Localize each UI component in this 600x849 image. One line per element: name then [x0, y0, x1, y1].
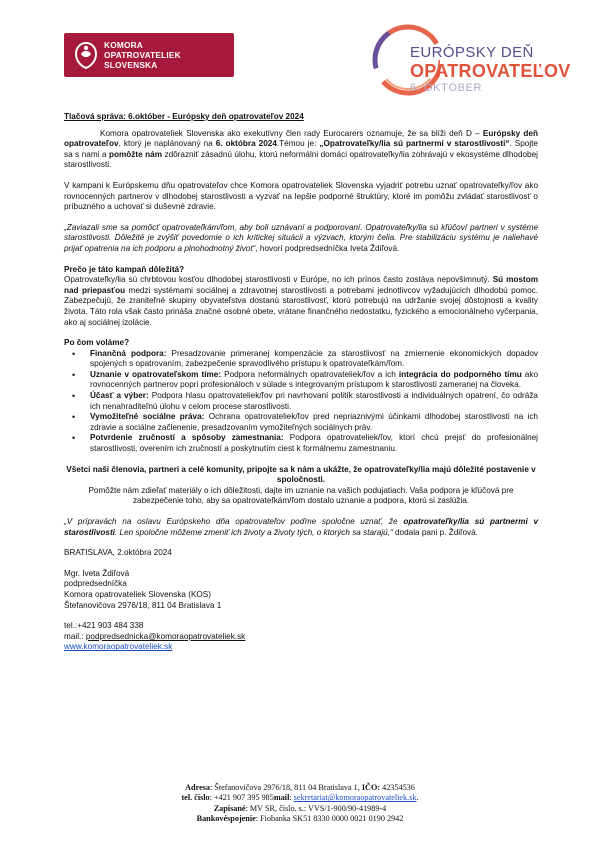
footer-label: Bankovéspojenie	[196, 814, 256, 824]
footer-contact-line: tel. číslo: +421 907 395 985mail: sekretariat@komoraopatrovateliek.sk.	[181, 793, 419, 803]
list-item-text: Podpora neformálnych opatrovateliek/ľov a ich	[221, 369, 399, 379]
footer-label: IČO:	[361, 783, 381, 792]
paragraph-quote	[64, 223, 538, 255]
paragraph-share: Pomôžte nám zdieľať materiály o ich dôležitosti, dajte im uznanie na vašich podujatiach. Vaša podpora je kľúčová pre zabezpečenie toho, aby sa opatrovateľkám/ľom dostalo uznanie a podpora, ktorú si zaslúžia.	[88, 485, 514, 506]
signature-role: podpredsedníčka	[64, 579, 127, 589]
text-run-bold: 6. októbra 2024	[215, 139, 277, 149]
quote-text-bold: opatrovateľky/lia sú partnermi v starostlivosti	[64, 517, 538, 537]
list-item-text: Ochrana opatrovateliek/ľov pred nepriaznivými účinkami dlhodobej starostlivosti na ich zdravie a sociálne začlenenie, presadzovaním vymožiteľných sociálnych práv.	[90, 412, 538, 432]
list-item-label: Účasť a výber:	[90, 391, 149, 401]
text-run: Opatrovateľky/lia sú chrbtovou kosťou dlhodobej starostlivosti v Európe, no ich prínos často zostáva nepovšimnutý.	[64, 275, 493, 285]
quote-text: . Len spoločne môžeme zmeniť ich životy a životy tých, o ktorých sa starajú,“	[114, 527, 393, 537]
footer-label: Zapísané	[213, 803, 246, 813]
section-heading-calls: Po čom voláme?	[64, 338, 130, 348]
list-item	[64, 349, 538, 370]
kos-logo	[64, 33, 234, 77]
list-item	[64, 433, 538, 454]
dateline: BRATISLAVA, 2.októbra 2024	[64, 548, 172, 558]
section-heading-why: Prečo je táto kampaň dôležitá?	[64, 264, 185, 274]
text-run-bold: pomôžte nám	[109, 149, 162, 159]
list-item-text: Podpora opatrovateliek/ľov, ktorí chcú prejsť do profesionálnej starostlivosti, overením ich zručností a poskytnutím ciest k formálnemu zamestnaniu.	[90, 433, 538, 454]
logo-line-3: 6. OKTÓBER	[410, 82, 483, 94]
footer-label: mail	[273, 793, 290, 803]
footer-label: Adresa	[185, 783, 211, 792]
paragraph-closing-quote	[64, 517, 538, 538]
signature-web-line	[64, 642, 538, 653]
signature-mail-line	[64, 632, 538, 643]
list-item	[64, 412, 538, 433]
logo-line-2: OPATROVATELIEK	[104, 50, 181, 60]
mail-label: mail.:	[64, 631, 86, 641]
list-item-label: Potvrdenie zručností a spôsoby zamestnania:	[90, 433, 284, 443]
carers-day-logo	[370, 18, 571, 102]
list-item-text: Presadzovanie primeranej kompenzácie za starostlivosť na zmiernenie ekonomických dopadov spojených s opatrovaním, zabezpečenie spravodlivého prístupu k opatrovateľkám/ľom.	[90, 348, 538, 369]
caring-hands-icon	[72, 39, 100, 71]
text-run: Komora opatrovateliek Slovenska ako exekutívny člen rady Eurocarers oznamuje, že sa blíži deň D –	[100, 128, 483, 138]
logo-line-2: OPATROVATEĽOV	[410, 61, 571, 81]
paragraph-intro	[64, 129, 538, 171]
quote-text: „V prípravách na oslavu Európskeho dňa opatrovateľov poďme spoločne uznať, že	[64, 517, 404, 526]
list-item-text: ako rovnocenných partnerov popri profesionáloch v súlade s integrovaným prístupom k starostlivosti zameranej na človeka.	[90, 369, 538, 390]
text-run: , ktorý je naplánovaný na	[118, 139, 216, 149]
document-title: Tlačová správa: 6.október - Európsky deň opatrovateľov 2024	[64, 112, 304, 121]
footer-text: : Fiobanka SK51 8330 0000 0021 0190 2942	[255, 814, 404, 824]
signature-address: Štefanovičova 2976/18, 811 04 Bratislava 1	[64, 600, 222, 610]
text-run-bold: Európsky deň opatrovateľov	[64, 128, 538, 149]
text-run: dodala pani p. Ždiľová.	[392, 527, 478, 537]
list-item-label: Vymožiteľné sociálne práva:	[90, 412, 205, 422]
paragraph-why	[64, 275, 538, 328]
text-run: , hovorí podpredsedníčka Iveta Ždiľová.	[255, 243, 400, 253]
list-item-label: Finančná podpora:	[90, 348, 167, 358]
text-run-bold: „Opatrovateľky/lia sú partnermi v starostlivosti“	[319, 139, 510, 149]
list-item-label: integrácia do podporného tímu	[398, 369, 522, 379]
signature-tel: tel.:+421 903 484 338	[64, 621, 144, 631]
footer-text: 42354536	[380, 783, 415, 792]
footer-address-line	[0, 783, 600, 793]
list-item-label: Uznanie v opatrovateľskom tíme:	[90, 369, 222, 379]
footer-registration-line	[0, 804, 600, 814]
text-run-bold: Sú mostom nad priepasťou	[64, 275, 538, 295]
mail-link[interactable]: podpredsednicka@komoraopatrovateliek.sk	[85, 631, 246, 641]
text-run: .Témou je:	[276, 139, 320, 149]
quote-text: „Zaviazali sme sa pomôcť opatrovateľkám/ľom, aby boli uznávaní a podporovaní. Opatrovateľky/lia sú kľúčoví partneri v systéme starostlivosti. Dôležité je zvýšiť povedomie o ich kritickej situácii a výzvach, ktorým čelia. Pre stabilizáciu systému je naliehavé prijať opatrenia na ich podporu a plnohodnotný život“	[64, 222, 538, 253]
website-link[interactable]: www.komoraopatrovateliek.sk	[64, 642, 173, 652]
list-item	[64, 391, 538, 412]
footer-text: : +421 907 395 985	[209, 793, 274, 803]
text-run: medzi systémami sociálnej a zdravotnej starostlivosti a potrebami jednotlivcov vyžadujúcich dlhodobú pomoc. Zabezpečujú, že zraniteľné skupiny obyvateľstva dostanú starostlivosť, ktorú potrebujú na udržanie svojej dôstojnosti a kvality života. Táto rola však často prináša značné osobné obete, vrátane finančného nedostatku, fyzického a emocionálneho vyčerpania, ako aj sociálnej izolácie.	[64, 285, 538, 327]
text-run: . Spojte sa s nami a	[64, 139, 538, 159]
paragraph-campaign: V kampani k Európskemu dňu opatrovateľov chce Komora opatrovateliek Slovenska vyjadriť potrebu uznať opatrovateľky/ľov ako rovnocenných partnerov v dlhodobej starostlivosti a vyzvať na lepšie podporné štruktúry, ktoré im pomôžu zvládať starostlivosť o príbuzného a uchovať si duševné zdravie.	[64, 180, 538, 212]
logo-line-3: SLOVENSKA	[104, 60, 158, 70]
footer-mail-link[interactable]: sekretariat@komoraopatrovateliek.sk	[293, 793, 417, 803]
footer-text: : Štefanovičova 2976/18, 811 04 Bratislava 1,	[210, 783, 362, 792]
letterhead-footer	[0, 783, 600, 825]
logo-line-1: KOMORA	[104, 40, 143, 50]
call-to-action: Všetci naši členovia, partneri a celé komunity, pripojte sa k nám a ukážte, že opatrovateľky/lia majú dôležité postavenie v spoločnosti.	[66, 464, 536, 485]
footer-label: tel. číslo	[181, 793, 210, 803]
list-item-text: Podpora hlasu opatrovateliek/ľov pri navrhovaní politík starostlivosti a individuálnych opatrení, čo odráža ich nenahraditeľnú úlohu v celom procese starostlivosti.	[90, 391, 538, 411]
document-body	[64, 112, 538, 653]
footer-text: : MV SR, číslo. s.: VVS/1-900/90-41989-4	[245, 803, 387, 813]
signature-name: Mgr. Iveta Ždiľová	[64, 568, 130, 578]
text-run: zdôrazniť zásadnú úlohu, ktorú neformálni domáci opatrovateľky/lia zohrávajú v ekosystéme dlhodobej starostlivosti.	[64, 149, 538, 170]
demands-list	[64, 349, 538, 455]
list-item	[64, 370, 538, 391]
logo-line-1: EURÓPSKY DEŇ	[410, 44, 534, 61]
signature-org: Komora opatrovateliek Slovenska (KOS)	[64, 589, 211, 599]
footer-bank-line	[0, 814, 600, 824]
